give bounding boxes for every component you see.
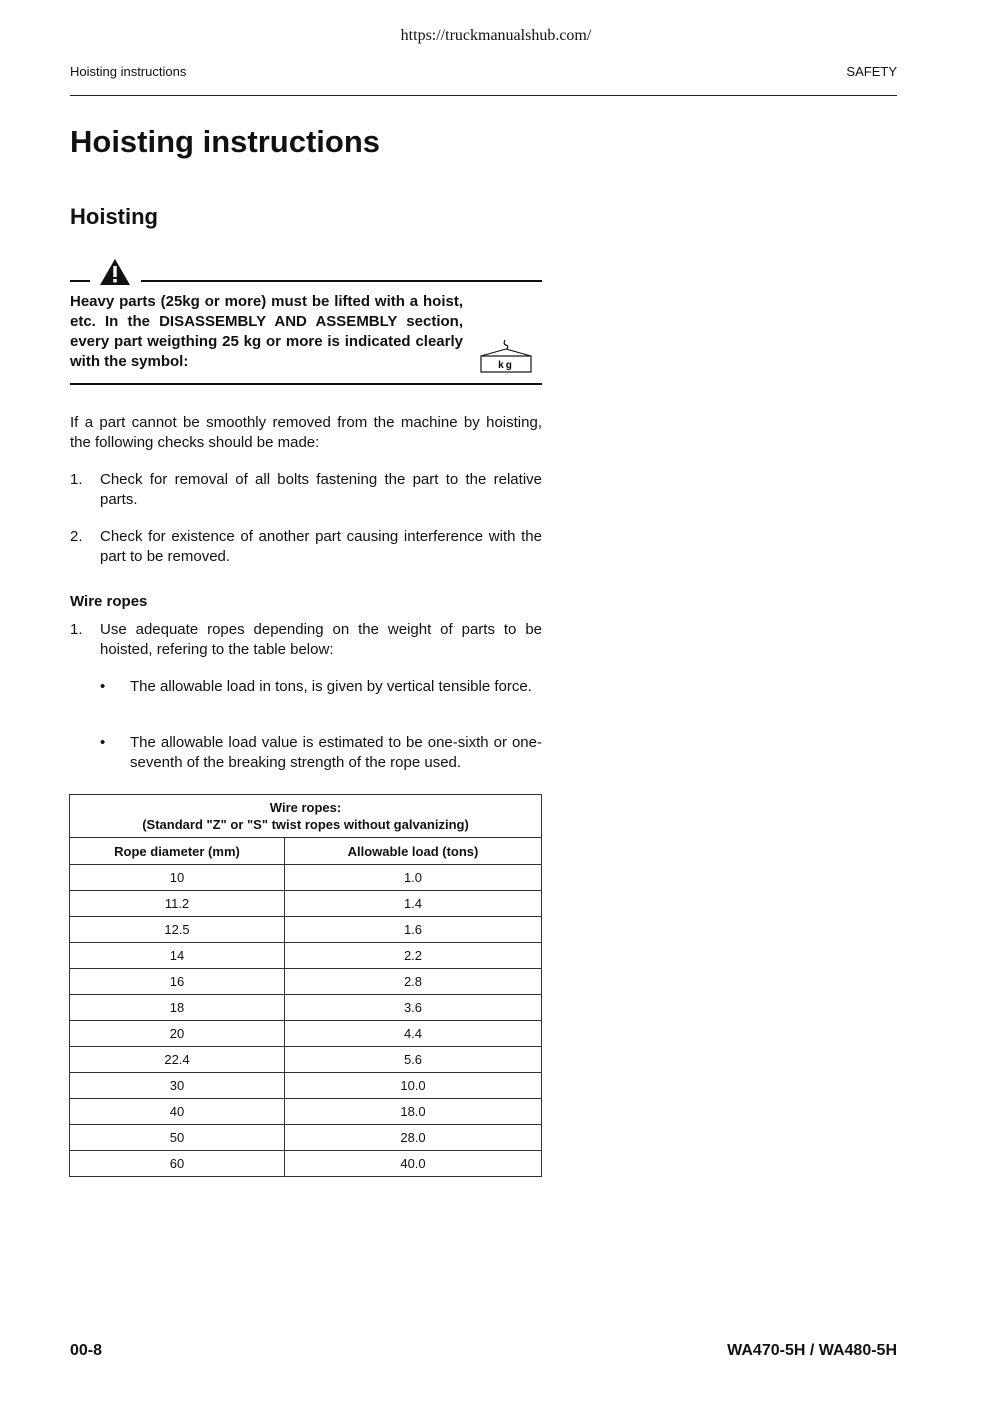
rope-diameter-cell: 22.4 — [70, 1047, 285, 1073]
bullet-item-2-text: The allowable load value is estimated to be one-sixth or one-seventh of the breaking strength of the rope used. — [130, 734, 542, 771]
check-item-2-number: 2. — [70, 528, 83, 545]
table-row — [70, 1099, 542, 1125]
hoist-weight-label: kg — [498, 360, 514, 371]
source-url: https://truckmanualshub.com/ — [400, 27, 592, 44]
header-rule — [70, 95, 897, 96]
column-header-load: Allowable load (tons) — [285, 838, 542, 865]
allowable-load-cell: 10.0 — [285, 1073, 542, 1099]
allowable-load-cell: 3.6 — [285, 995, 542, 1021]
rope-diameter-cell: 18 — [70, 995, 285, 1021]
hoist-weight-icon — [479, 338, 533, 374]
wire-ropes-item-1-number: 1. — [70, 621, 83, 638]
check-item-2-text: Check for existence of another part causing interference with the part to be removed. — [100, 528, 542, 565]
bullet-mark: • — [100, 734, 106, 751]
table-row — [70, 917, 542, 943]
allowable-load-cell: 1.6 — [285, 917, 542, 943]
table-row — [70, 1151, 542, 1177]
page-title: Hoisting instructions — [70, 124, 380, 159]
table-row — [70, 891, 542, 917]
rope-diameter-cell: 40 — [70, 1099, 285, 1125]
bullet-mark: • — [100, 678, 106, 695]
rope-diameter-cell: 11.2 — [70, 891, 285, 917]
rope-diameter-cell: 60 — [70, 1151, 285, 1177]
allowable-load-cell: 40.0 — [285, 1151, 542, 1177]
wire-ropes-heading: Wire ropes — [70, 593, 148, 610]
wire-rope-load-table — [69, 794, 542, 1177]
allowable-load-cell: 5.6 — [285, 1047, 542, 1073]
warning-text: Heavy parts (25kg or more) must be lifted with a hoist, etc. In the DISASSEMBLY AND ASSEMBLY section, every part weigthing 25 kg or more is indicated clearly with the symbol: — [70, 293, 463, 370]
allowable-load-cell: 28.0 — [285, 1125, 542, 1151]
allowable-load-cell: 2.8 — [285, 969, 542, 995]
section-title: Hoisting — [70, 204, 158, 229]
column-header-diameter: Rope diameter (mm) — [70, 838, 285, 865]
bullet-item-1-text: The allowable load in tons, is given by vertical tensible force. — [130, 678, 532, 695]
rope-diameter-cell: 16 — [70, 969, 285, 995]
table-row — [70, 969, 542, 995]
table-caption — [70, 795, 542, 838]
intro-paragraph: If a part cannot be smoothly removed from the machine by hoisting, the following checks should be made: — [70, 414, 542, 451]
warning-triangle-icon — [99, 258, 131, 286]
allowable-load-cell: 2.2 — [285, 943, 542, 969]
warning-box — [70, 258, 542, 388]
table-row — [70, 995, 542, 1021]
rope-diameter-cell: 10 — [70, 865, 285, 891]
allowable-load-cell: 18.0 — [285, 1099, 542, 1125]
table-row — [70, 1021, 542, 1047]
table-row — [70, 1047, 542, 1073]
rope-diameter-cell: 30 — [70, 1073, 285, 1099]
warning-dash — [70, 280, 90, 282]
rope-diameter-cell: 20 — [70, 1021, 285, 1047]
table-row — [70, 865, 542, 891]
allowable-load-cell: 1.4 — [285, 891, 542, 917]
rope-diameter-cell: 50 — [70, 1125, 285, 1151]
page-number: 00-8 — [70, 1342, 103, 1359]
rope-diameter-cell: 14 — [70, 943, 285, 969]
running-header-chapter: SAFETY — [846, 64, 897, 79]
warning-rule-top — [141, 280, 542, 282]
table-row — [70, 943, 542, 969]
wire-ropes-item-1-text: Use adequate ropes depending on the weight of parts to be hoisted, refering to the table below: — [100, 621, 542, 658]
warning-rule-bottom — [70, 383, 542, 385]
check-item-1-number: 1. — [70, 471, 83, 488]
rope-diameter-cell: 12.5 — [70, 917, 285, 943]
table-caption-line1: Wire ropes: — [269, 800, 342, 815]
table-row — [70, 1125, 542, 1151]
table-row — [70, 1073, 542, 1099]
allowable-load-cell: 4.4 — [285, 1021, 542, 1047]
running-header-section: Hoisting instructions — [70, 64, 187, 79]
model-name: WA470-5H / WA480-5H — [727, 1342, 897, 1359]
check-item-1-text: Check for removal of all bolts fastening the part to the relative parts. — [100, 471, 542, 508]
table-caption-line2: (Standard "Z" or "S" twist ropes without galvanizing) — [142, 817, 469, 832]
allowable-load-cell: 1.0 — [285, 865, 542, 891]
